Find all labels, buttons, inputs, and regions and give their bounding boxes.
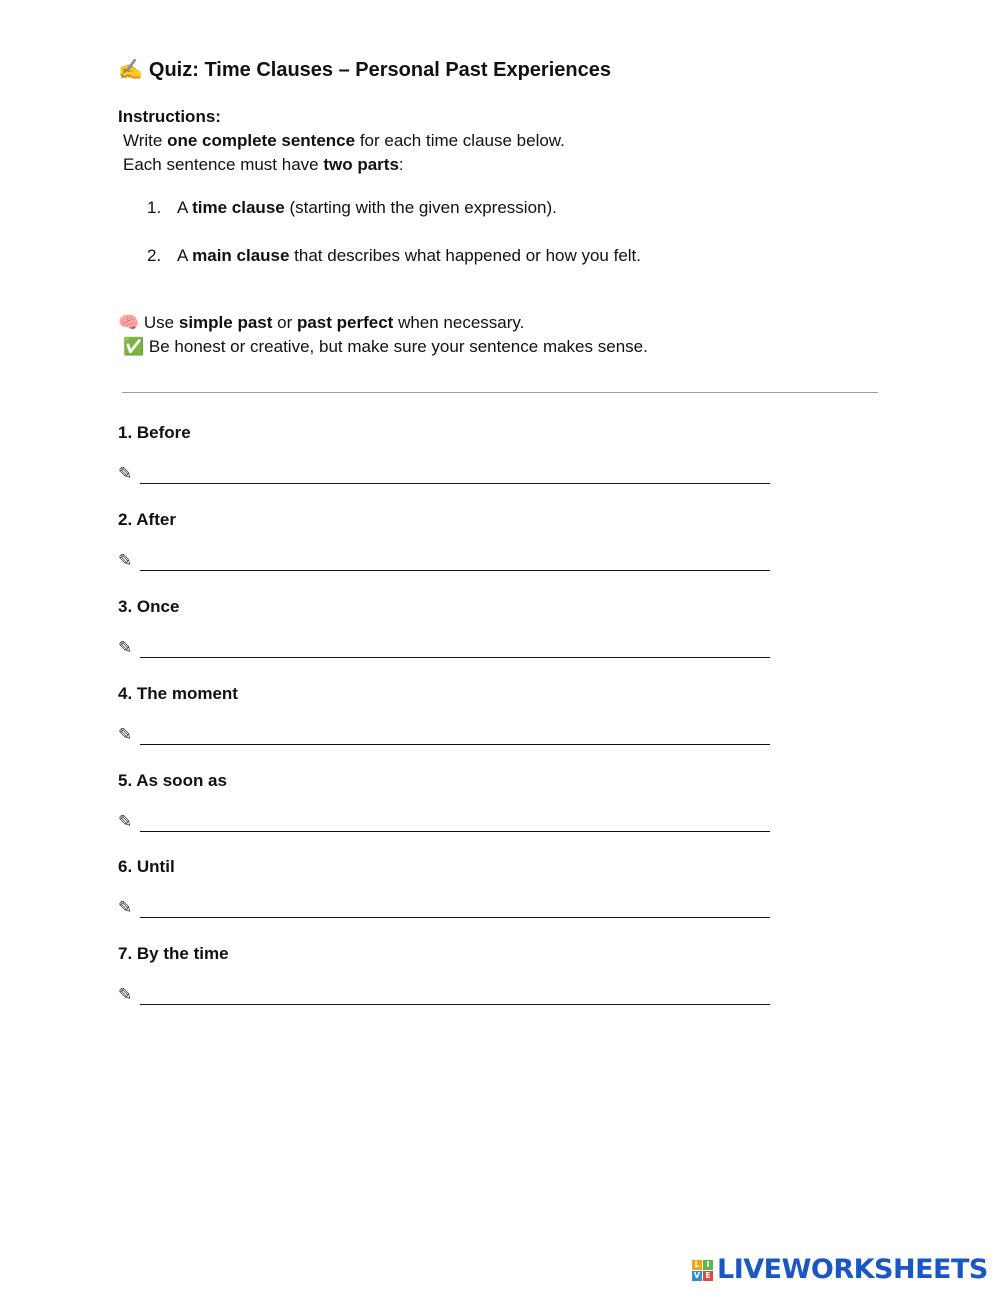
answer-row-2 xyxy=(118,549,772,573)
answer-row-3 xyxy=(118,636,772,660)
tip-honesty: ✅ Be honest or creative, but make sure your sentence makes sense. xyxy=(123,337,648,356)
question-label-7: 7. By the time xyxy=(118,944,229,963)
answer-input-1[interactable] xyxy=(140,462,770,484)
page-title-text: Quiz: Time Clauses – Personal Past Experiences xyxy=(148,59,611,81)
page-title xyxy=(118,56,611,84)
answer-row-7 xyxy=(118,983,772,1007)
instruction-step-2: 2. A main clause that describes what happened or how you felt. xyxy=(147,246,642,265)
tip-tenses: 🧠 Use simple past or past perfect when necessary. xyxy=(118,313,525,332)
pencil-icon: ✎ xyxy=(118,551,133,571)
answer-row-6 xyxy=(118,896,772,920)
brain-icon: 🧠 xyxy=(118,313,140,332)
instruction-step-1: 1. A time clause (starting with the given expression). xyxy=(147,198,557,217)
question-label-6: 6. Until xyxy=(118,857,175,876)
section-divider xyxy=(122,392,878,393)
writing-hand-icon: ✍️ xyxy=(118,59,143,81)
answer-input-5[interactable] xyxy=(140,810,770,832)
question-label-1: 1. Before xyxy=(118,423,191,442)
answer-input-6[interactable] xyxy=(140,896,770,918)
answer-row-5 xyxy=(118,810,772,834)
logo-mark-icon: L I V E xyxy=(692,1260,713,1281)
question-label-3: 3. Once xyxy=(118,597,180,616)
answer-input-7[interactable] xyxy=(140,983,770,1005)
answer-row-4 xyxy=(118,723,772,747)
instructions-line-1: Write one complete sentence for each time clause below. xyxy=(123,131,565,150)
pencil-icon: ✎ xyxy=(118,638,133,658)
pencil-icon: ✎ xyxy=(118,725,133,745)
instructions-label: Instructions: xyxy=(118,107,221,126)
question-label-5: 5. As soon as xyxy=(118,771,227,790)
answer-row-1 xyxy=(118,462,772,486)
question-label-4: 4. The moment xyxy=(118,684,238,703)
pencil-icon: ✎ xyxy=(118,464,133,484)
logo-text: LIVEWORKSHEETS xyxy=(717,1254,988,1285)
pencil-icon: ✎ xyxy=(118,812,133,832)
liveworksheets-logo[interactable] xyxy=(692,1254,988,1286)
answer-input-4[interactable] xyxy=(140,723,770,745)
pencil-icon: ✎ xyxy=(118,985,133,1005)
question-label-2: 2. After xyxy=(118,510,176,529)
instructions-line-2: Each sentence must have two parts: xyxy=(123,155,404,174)
check-mark-icon: ✅ xyxy=(123,337,145,356)
pencil-icon: ✎ xyxy=(118,898,133,918)
answer-input-3[interactable] xyxy=(140,636,770,658)
answer-input-2[interactable] xyxy=(140,549,770,571)
